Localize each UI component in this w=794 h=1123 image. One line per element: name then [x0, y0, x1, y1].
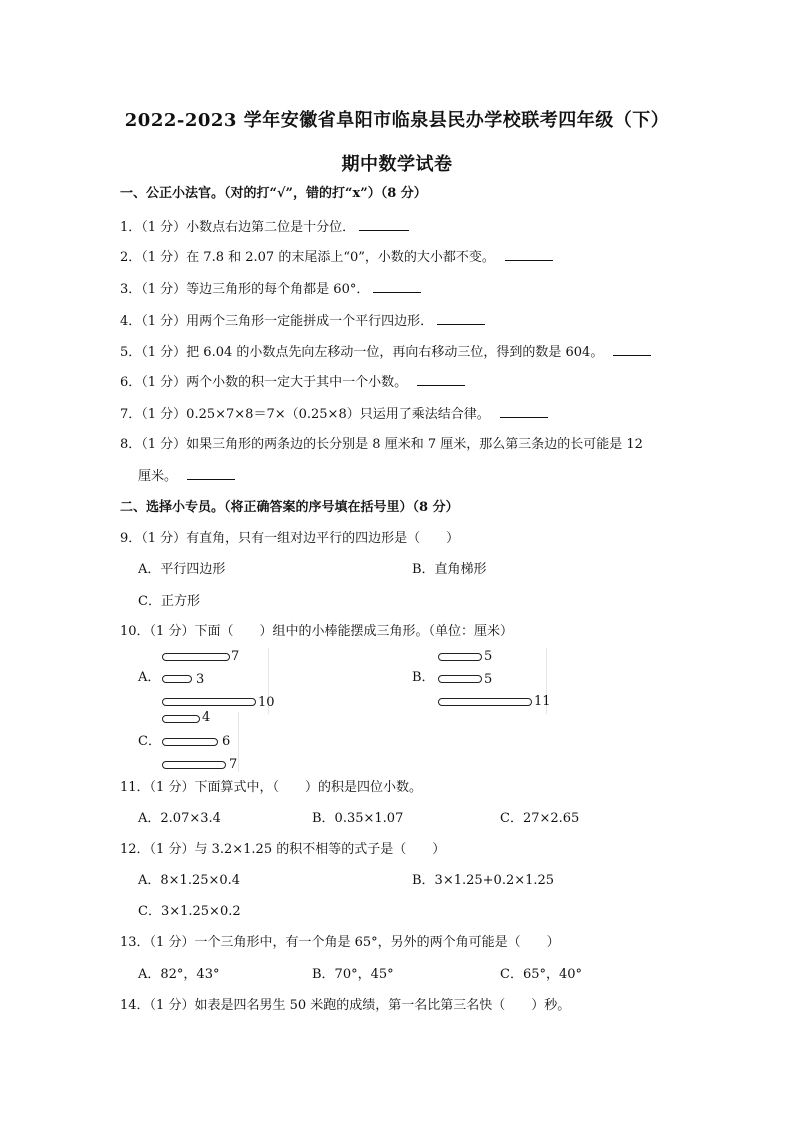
- question-13-option-a[interactable]: A．82°，43°: [138, 967, 220, 982]
- question-10-option-c[interactable]: C．: [138, 734, 161, 749]
- question-8-line1: 8．（1 分）如果三角形的两条边的长分别是 8 厘米和 7 厘米，那么第三条边的长可能是 12: [120, 437, 643, 452]
- stick-b3-length: 11: [534, 694, 551, 709]
- question-4: [120, 312, 485, 331]
- answer-blank[interactable]: [373, 280, 421, 293]
- answer-blank[interactable]: [417, 373, 465, 386]
- question-3-text: 3．（1 分）等边三角形的每个角都是 60°．: [120, 282, 370, 297]
- question-11-stem: 11．（1 分）下面算式中，（ ）的积是四位小数。: [120, 780, 422, 795]
- stick-a1: [162, 653, 230, 661]
- stick-b1: [438, 653, 482, 661]
- stick-a3: [162, 698, 256, 706]
- question-13-option-b[interactable]: B．70°，45°: [312, 967, 394, 982]
- question-10-option-a[interactable]: A．: [138, 670, 161, 685]
- question-4-text: 4．（1 分）用两个三角形一定能拼成一个平行四边形．: [120, 314, 434, 329]
- question-11-option-b[interactable]: B．0.35×1.07: [312, 811, 404, 826]
- question-9-option-c[interactable]: C．正方形: [138, 594, 200, 609]
- question-12-stem: 12．（1 分）与 3.2×1.25 的积不相等的式子是（ ）: [120, 842, 446, 857]
- stick-b2: [438, 675, 482, 683]
- stick-c2-length: 6: [222, 734, 231, 749]
- stick-c3-length: 7: [229, 757, 238, 772]
- answer-blank[interactable]: [500, 405, 548, 418]
- stick-c3: [162, 761, 226, 769]
- stick-a2: [162, 675, 192, 683]
- section-2-heading: 二、选择小专员。（将正确答案的序号填在括号里）（8 分）: [120, 500, 459, 515]
- answer-blank[interactable]: [437, 312, 485, 325]
- question-1-text: 1．（1 分）小数点右边第二位是十分位．: [120, 220, 356, 235]
- question-12-option-c[interactable]: C．3×1.25×0.2: [138, 904, 241, 919]
- exam-title-line1: 2022-2023 学年安徽省阜阳市临泉县民办学校联考四年级（下）: [124, 110, 670, 131]
- question-12-option-a[interactable]: A．8×1.25×0.4: [138, 873, 241, 888]
- section-1-heading: 一、公正小法官。（对的打“√”，错的打“x”）（8 分）: [120, 186, 427, 201]
- question-8-text: 厘米。: [138, 469, 178, 484]
- question-5: [120, 343, 651, 362]
- stick-c2: [162, 738, 218, 746]
- answer-blank[interactable]: [613, 343, 651, 356]
- question-14-stem: 14．（1 分）如表是四名男生 50 米跑的成绩，第一名比第三名快（ ）秒。: [120, 998, 571, 1013]
- question-9-option-a[interactable]: A．平行四边形: [138, 562, 226, 577]
- question-10-option-b[interactable]: B．: [412, 670, 435, 685]
- question-10-stem: 10．（1 分）下面（ ）组中的小棒能摆成三角形。（单位：厘米）: [120, 624, 513, 639]
- question-7-text: 7．（1 分）0.25×7×8＝7×（0.25×8）只运用了乘法结合律。: [120, 407, 490, 422]
- answer-blank[interactable]: [359, 218, 409, 231]
- question-9-stem: 9．（1 分）有直角，只有一组对边平行的四边形是（ ）: [120, 531, 460, 546]
- question-2-text: 2．（1 分）在 7.8 和 2.07 的末尾添上“0”，小数的大小都不变。: [120, 250, 495, 265]
- stick-b1-length: 5: [484, 649, 493, 664]
- figure-border: [238, 712, 239, 772]
- stick-b3: [438, 698, 532, 706]
- question-2: [120, 248, 553, 267]
- question-13-option-c[interactable]: C．65°，40°: [500, 967, 583, 982]
- stick-b2-length: 5: [484, 672, 493, 687]
- question-8-line2: [138, 467, 235, 486]
- stick-a2-length: 3: [196, 672, 205, 687]
- stick-a3-length: 10: [258, 695, 275, 710]
- stick-a1-length: 7: [231, 649, 240, 664]
- question-3: [120, 280, 421, 299]
- question-1: [120, 218, 409, 237]
- question-7: [120, 405, 548, 424]
- stick-c1-length: 4: [202, 710, 211, 725]
- question-11-option-c[interactable]: C．27×2.65: [500, 811, 580, 826]
- question-5-text: 5．（1 分）把 6.04 的小数点先向左移动一位，再向右移动三位，得到的数是 604。: [120, 345, 604, 360]
- stick-c1: [162, 715, 200, 723]
- answer-blank[interactable]: [505, 248, 553, 261]
- question-11-option-a[interactable]: A．2.07×3.4: [138, 811, 221, 826]
- question-6-text: 6．（1 分）两个小数的积一定大于其中一个小数。: [120, 375, 408, 390]
- exam-title-line2: 期中数学试卷: [341, 154, 453, 175]
- question-13-stem: 13．（1 分）一个三角形中，有一个角是 65°，另外的两个角可能是（ ）: [120, 935, 560, 950]
- answer-blank[interactable]: [187, 467, 235, 480]
- question-9-option-b[interactable]: B．直角梯形: [412, 562, 487, 577]
- question-12-option-b[interactable]: B．3×1.25+0.2×1.25: [412, 873, 555, 888]
- question-6: [120, 373, 465, 392]
